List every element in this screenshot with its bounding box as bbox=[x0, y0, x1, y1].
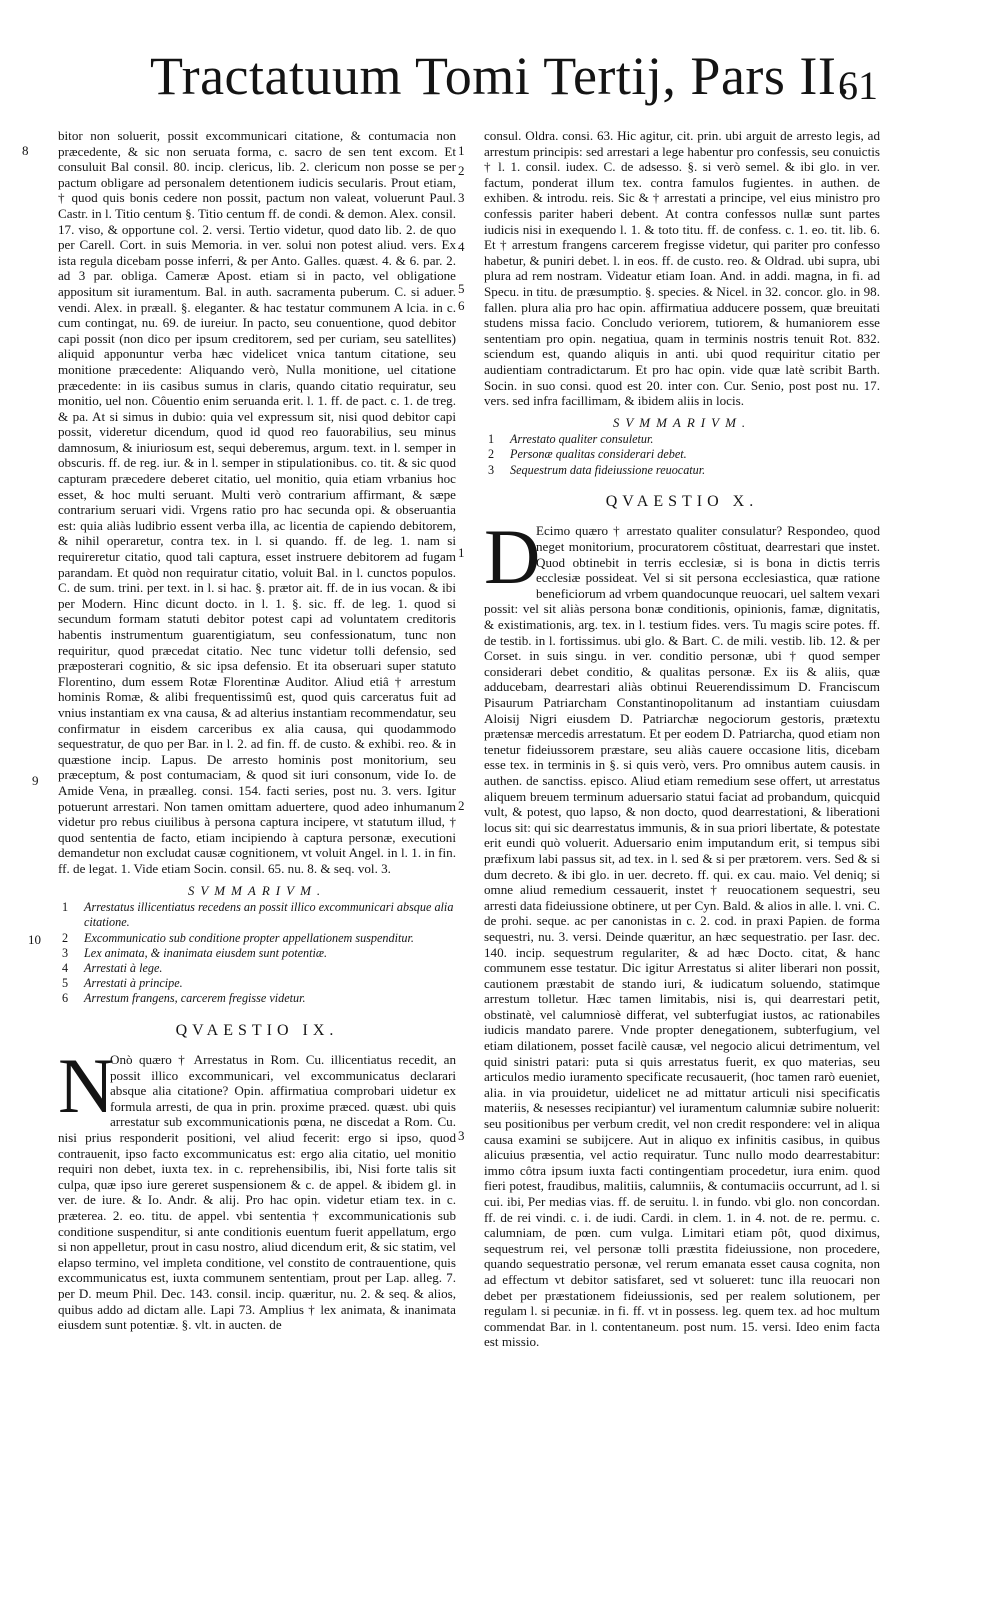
summary-item-number: 2 bbox=[488, 447, 495, 462]
summary-item-text: Arrestato qualiter consuletur. bbox=[510, 432, 654, 447]
summary-item bbox=[58, 900, 456, 930]
summary-item-number: 3 bbox=[488, 462, 495, 477]
summary-list bbox=[58, 900, 456, 1006]
summary-item-number: 6 bbox=[62, 991, 69, 1006]
margin-number: 1 bbox=[458, 143, 465, 158]
summary-item-text: Lex animata, & inanimata eiusdem sunt potentiæ. bbox=[84, 945, 328, 960]
question-paragraph bbox=[58, 1042, 456, 1333]
margin-number: 3 bbox=[458, 1128, 465, 1143]
summary-heading: SVMMARIVM. bbox=[612, 414, 752, 430]
summary-list bbox=[484, 432, 880, 478]
margin-number: 8 bbox=[22, 143, 29, 158]
summary-item-text: Personæ qualitas considerari debet. bbox=[510, 447, 687, 462]
summary-item-text: Arrestum frangens, carcerem fregisse videtur. bbox=[84, 991, 306, 1006]
margin-number: 2 bbox=[458, 798, 465, 813]
question-paragraph bbox=[484, 513, 881, 1350]
right-column bbox=[484, 128, 880, 1350]
margin-number: 4 bbox=[458, 239, 465, 254]
drop-cap-initial: N bbox=[58, 1042, 115, 1130]
summary-item bbox=[58, 961, 456, 976]
summary-item bbox=[58, 946, 456, 961]
summary-item bbox=[484, 432, 880, 447]
summary-item-text: Arrestatus illicentiatus recedens an possit illico excommunicari absque alia citatione. bbox=[84, 900, 454, 930]
question-text: Onò quæro † Arrestatus in Rom. Cu. illicentiatus recedit, an possit illico excommunicari, vel excommunicatus declarari absque alia citatione? Opin. affirmatiua comprobari uidetur ex formula arresti, de qua in prin. proxime præced. quæst. ubi quis arrestatur sub excommunicationis pœna, ne discedat a Rom. Cu. nisi prius responderit positioni, vel aliud fecerit: ergo si ipso, quod contrauenit, ipso facto excommunicatus est: ergo alia citatio, uel monitio requiri non debet, iuxta tex. in c. reprehensibilis, ibi, Nisi forte talis sit culpa, quæ ipso iure gereret suspensionem & c. de appel. & ibidem gl. in ver. de iure. & Io. Andr. & alij. Pro hac opin. videtur etiam tex. in c. præterea. 2. eo. titu. de appel. vbi sententia † excommunicationis sub conditione suspenditur, si ante conditionis euentum fuerit appellatum, ergo si non appelletur, prout in casu nostro, aliud dicendum erit, & sic statim, vel elapso termino, vel impleta conditione, vel constito de contrauentione, quis excommunicatus est, iuxta communem sententiam, prout per Lap. alleg. 7. per D. meum Phil. Dec. 143. consil. incip. quæritur, nu. 2. & seq. & alios, quibus addo ad dictam alle. Lapi 73. Amplius † lex animata, & inanimata eiusdem sunt potentiæ. §. vlt. in aucten. de bbox=[58, 1052, 456, 1333]
page-number: 61 bbox=[838, 63, 878, 108]
question-heading: QVAESTIO IX. bbox=[175, 1021, 339, 1039]
question-text: Ecimo quæro † arrestato qualiter consulatur? Respondeo, quod neget monitorium, procuratorem côstituat, dearrestari que instet. Quod obtinebit in terris ecclesiæ, si is bona in dictis terris ecclesiæ possideat. Vel si sit persona ecclesiastica, quæ ratione beneficiorum ad vrbem quandocunque reuocari, uel saltem vexari possit: vel sit aliàs persona bonæ conditionis, opinionis, famæ, dignitatis, & existimationis, arg. tex. in l. testium fides. vers. Tu magis scire potes. ff. de testib. in l. fortissimus. ubi glo. & Bart. C. de mili. vestib. lib. 12. & per Corset. in suis singu. in ver. conditio personæ, ubi † quod semper considerari debet conditio, & qualitas personæ. Ex iis & aliis, quæ adducebam, dearrestari aliàs obtinui Reuerendissimum D. Franciscum Pisaurum Patriarcham Constantinopolitanum ad instantiam cuiusdam Aloisij Nigri eiusdem D. Patriarchæ negociorum gestoris, prætextu prætensæ mercedis arrestatum. Et per eodem D. Patriarcha, quod etiam non tenetur fideiussorem præstare, seu aliàs cauere occasione litis, dicebam esse tex. in terminis in §. si quis verò, vers. Pro omnibus autem causis. in authen. de sanctiss. episco. Aliud etiam remedium sese offert, ut arrestatus aliquem breuem terminum aduersario statui faciat ad probandum, quicquid vult, & potest, quo lapso, & non docto, quod dearrestationi, & liberationi locus sit: qui sic dearrestatus immunis, & in sua priori libertate, & potestate erit eundi quò voluerit. Aduersario enim imputandum erit, si tempus sibi præfixum labi passus sit, ad tex. in l. sed & si per prætorem. vers. Sed & si dum decreto. & ibi glo. in uer. decreto. ff. qui. ex cau. maio. Vel deniq; si omne aliud remedium cessauerit, instet † reuocationem sequestri, seu arresti data fideiussione obtinere, ut per Cyn. Bald. & alios in alle. l. vni. C. de prohi. seque. ac per canonistas in c. 2. cod. in praxi Papien. de forma sequestri, nu. 3. versi. Deinde quæritur, an hæc sequestratio. per Iasr. dec. 140. incip. sequestrum regulariter, & ad hæc Docto. citat, & hanc communem esse testatur. Dic igitur Arrestatus si aliter liberari non possit, cautionem præstabit de stando iuri, & iudicatum soluendo, statimque arrestum tolletur. Hæc tamen limitabis, nisi is, qui dearrestari petit, obstinatè, vel calumniosè differat, vel subterfugiat iustos, ac rationabiles iudicis mandato parere. Vnde propter denegationem, subterfugium, vel etiam dilationem, posset facilè causæ, vel negocio alicui detrimentum, vel quid sinistri patari: puta si quis arrestatus fuerit, ex quo materias, seu articulos medio iuramento specificate recusauerit, (hoc tamen rarò eueniet, alia. in via prouidetur, uidelicet ne ad mittatur articuli nisi specificatis materiis, & nesesses recipiantur) vel iuramentum calumniæ subire noluerit: seu positionibus per verbum credit, vel non credit respondere: vel in aliqua causa examini se subijcere. Aut in aliquo ex infinitis casibus, in quibus alicuius præsentia, vel actio requiratur. Tunc nullo modo dearrestabitur: immo côtra ipsum iuxta facti contingentiam procedetur, iura enim. quod fieri potest, fraudibus, malitiis, calumniis, & contumaciis occurrunt, ad l. si cui. ibi, Per medias vias. ff. de seruitu. l. in fundo. vbi glo. non concordan. ff. de rei vindi. c. i. de iudi. Cardi. in clem. 1. in 4. not. de re. permu. c. calumniam, de pœn. cum vulga. Limitari etiam pôt, quod diximus, sequestrum rei, vel personæ tolli præstita fideiussione, non procedere, quando sequestratio personæ, vel rerum emanata esset causa cognita, non ad effectum vt debitor satisfaret, sed vt solueret: tunc illa reuocari non debet per præstationem fideiussionis, sed per realem solutionem, per regulam l. si pecuniæ. in fi. ff. vt in possess. leg. quem tex. ad hoc multum commendat Bar. in l. contentaneum. post num. 15. versi. Ideo enim facta est missio. bbox=[484, 523, 881, 1350]
margin-number: 5 bbox=[458, 281, 465, 296]
summary-item-text: Excommunicatio sub conditione propter appellationem suspenditur. bbox=[84, 930, 414, 945]
margin-number: 3 bbox=[458, 190, 465, 205]
margin-number: 2 bbox=[458, 163, 465, 178]
page-header bbox=[0, 0, 1000, 120]
summary-item-number: 1 bbox=[62, 900, 69, 915]
summary-item-text: Sequestrum data fideiussione reuocatur. bbox=[510, 462, 706, 477]
summary-item bbox=[484, 463, 880, 478]
running-title: Tractatuum Tomi Tertij, Pars II. bbox=[150, 46, 851, 106]
left-column bbox=[58, 128, 456, 1333]
summary-heading: SVMMARIVM. bbox=[187, 882, 327, 898]
body-paragraph: bitor non soluerit, possit excommunicari citatione, & contumacia non præcedente, & sic non seruata forma, c. sacro de sen tent excom. Et consuluit Bal consil. 80. incip. clericus, lib. 2. clericum non posse se per pactum obligare ad personalem detentionem iudicis secularis. Prout etiam, † quod quis bonis cedere non possit, pactum non valeat, voluerunt Paul. Castr. in l. Titio centum §. Titio centum ff. de condi. & demon. Alex. consil. 17. viso, & opportune col. 2. versi. Tertio videtur, quod dato lib. 2. de quo per Carell. Cort. in suis Memoria. in ver. solui non potest aliud. vers. Ex ista regula dicebam posse inferri, & per Anto. Galles. quæst. 4. & 6. par. 2. ad 3 par. obliga. Cameræ Apost. etiam si in pacto, vel obligatione appositum sit iuramentum. Bal. in auth. sacramenta puberum. C. si aduer. vendi. Alex. in præall. §. eleganter. & hac testatur communem A lcia. in c. cum contingat, nu. 69. de iureiur. In pacto, seu conuentione, quod debitor capi possit (non dico per ipsum creditorem, sed per curiam, seu satellites) aliquid apponuntur verba hæc videlicet vnica tantum citatione, seu monitione præcedente: Aliquando verò, Nulla monitione, uel citatione præcedente: in iis casibus sumus in claris, quando citatio requiratur, seu monitio, uel non. Côuentio enim seruanda erit. l. 1. ff. de pact. c. 1. de treg. & pa. At si simus in dubio: quia vel expressum sit, nisi quod debitor capi possit, videretur dicendum, quod id quod reo fauorabilius, seu minus damnosum, & iniuriosum est, sequi deberemus, argum. text. in l. semper in obscuris. ff. de reg. iur. & in l. semper in stipulationibus. co. tit. & sic quod capturam præcedere deberet citatio, uel monitio, quia etiam vrbanius hoc esset, & hoc multi seruant. Multi verò contrarium affirmant, & sæpe contrarium seruari vidi. Vrgens ratio pro hac secunda opi. & obseruantia est: quia aliàs ludibrio essent verba illa, ac licentia de capiendo debitorem, & nihil operaretur, contra tex. in l. si quando. ff. de leg. 1. nam si requireretur citatio, quod tali captura, esset instruere debitorem ad fugam parandam. Et quòd non requiratur citatio, voluit Bal. in l. cunctos populos. C. de sum. trini. per text. in l. si hac. §. prætor ait. ff. de in ius vocan. & ibi per Modern. Hinc dicunt docto. in l. 1. §. sic. ff. de leg. 1. quod si secundum formam statuti debitor potest capi ad voluntatem creditoris habentis instrumentum guarentigiatum, seu confessionatum, tunc non requiritur, quod præcedat citatio. Nec tunc videtur tolli defensio, sed præposterari cognitio, & sic ipsa defensio. Et ita obseruari super statuto Florentino, dum essem Rotæ Florentinæ Auditor. Aliud etiâ † arrestum hominis Romæ, & alibi frequentissimû est, quod quis carceratus fuit ad vnius instantiam ex vna causa, & ad alterius instantiam recommendatur, seu confirmatur in eisdem carceribus ex alia causa, qui quodammodo sequestratur, de quo per Bar. in l. 2. ad fin. ff. de custo. & exhibi. reo. & in quæstione incip. Lapus. De arresto hominis post monitorium, seu præceptum, & post contumaciam, & quod sit iuri consonum, vide Io. de Amide Vena, in præalleg. consi. 154. facti series, post nu. 3. vers. Igitur potuerunt arrestari. Non tamen omittam aduertere, quod adeo inhumanum videtur pro rebus ciuilibus à persona captura incipere, vt statutum illud, † quod sententia de facto, etiam incipiendo à captura personæ, executioni demandetur non excludat causæ cognitionem, vt voluit Angel. in l. 1. in fin. ff. de legat. 1. Vide etiam Socin. consil. 65. nu. 8. & seq. vol. 3. bbox=[58, 128, 456, 876]
summary-item bbox=[484, 447, 880, 462]
summary-item bbox=[58, 931, 456, 946]
body-paragraph: consul. Oldra. consi. 63. Hic agitur, cit. prin. ubi arguit de arresto legis, ad arrestum principis: sed arrestari a lege habentur pro confessis, seu conuictis † l. 1. consil. iudex. C. de adsesso. §. si verò semel. & ibi glo. in ver. factum, ponderat illum tex. contra famulos fugientes. in authen. de exhiben. & introdu. reis. Sic & † arrestati a principe, vel eius ministro pro confessis pariter haberi debent. At contra confessos nullæ sunt partes iudicis nisi in exequendo l. 1. & toto titu. ff. de confess. c. 1. eo. tit. lib. 6. Et † arrestum frangens carcerem fregisse videtur, qui pariter pro confesso habetur, & puniri debet. l. in eos. ff. de custo. reo. & Oldrad. ubi supra, ubi plura ad rem nostram. Videatur etiam Ioan. And. in addi. magna, in fi. ad Specu. in titu. de præsumptio. §. species. & Nicel. in 32. concor. glo. in 98. fallen. plura alia pro hac opin. affirmatiua adducere possem, quæ breuitati studens missa facio. Concludo veriorem, tutiorem, & humaniorem esse sententiam pro opin. negatiua, quam in terminis nostris tenuit Rot. 832. sciendum est, quando aliquis in anti. ubi quod requiritur citatio per audientiam contradictarum. Et pro hac opin. vide quæ latè scribit Barth. Socin. in suo consi. quod est 20. inter con. Cur. Senio, post post nu. 17. vers. sed infra facillimam, & ibidem aliis in locis. bbox=[484, 128, 880, 409]
margin-number: 9 bbox=[32, 773, 39, 788]
summary-item-number: 4 bbox=[62, 960, 69, 975]
summary-item-number: 3 bbox=[62, 945, 69, 960]
summary-item-number: 1 bbox=[488, 432, 495, 447]
margin-number: 10 bbox=[28, 932, 41, 947]
summary-item-number: 2 bbox=[62, 930, 69, 945]
summary-item-number: 5 bbox=[62, 976, 69, 991]
margin-number: 6 bbox=[458, 298, 465, 313]
question-heading: QVAESTIO X. bbox=[605, 492, 759, 510]
margin-number: 1 bbox=[458, 545, 465, 560]
summary-item bbox=[58, 991, 456, 1006]
summary-item-text: Arrestati à principe. bbox=[84, 976, 183, 991]
summary-item bbox=[58, 976, 456, 991]
drop-cap-initial: D bbox=[484, 513, 541, 601]
summary-item-text: Arrestati à lege. bbox=[84, 960, 163, 975]
